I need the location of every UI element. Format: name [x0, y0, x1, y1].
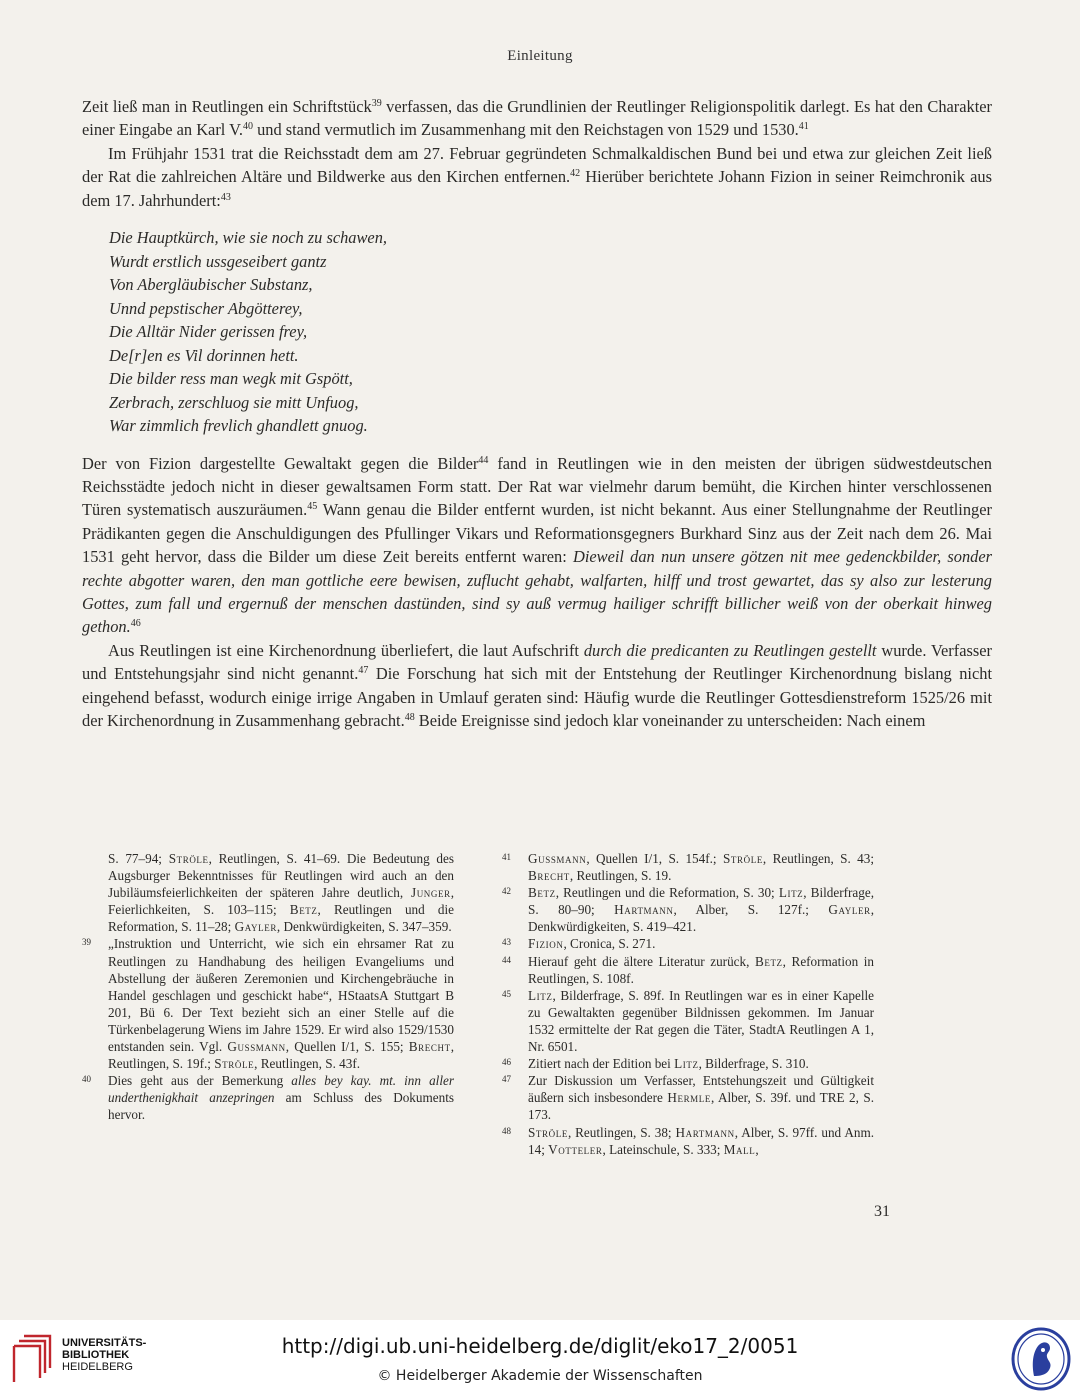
footnote-number: 46 — [502, 1057, 511, 1068]
text-run: , Denkwürdigkeiten, S. 347–359. — [276, 919, 452, 935]
text-run: Die Forschung hat sich mit der Entstehung der Reutlinger Kirchenordnung bislang nicht eingehend befasst, wodurch einige irrige Angaben in Umlauf geraten sind: Häufig wurde die Reutlinger Gottesdienstreform 1525/26 mit der Kirchenordnung in Zusammenhang gebracht. — [82, 664, 992, 730]
poem-line: Zerbrach, zerschluog sie mitt Unfuog, — [109, 392, 359, 412]
paragraph-1 — [82, 95, 992, 142]
text-run: Beide Ereignisse sind jedoch klar voneinander zu unterscheiden: Nach einem — [414, 711, 926, 730]
footnote-number: 45 — [502, 988, 511, 999]
permalink-url[interactable]: http://digi.ub.uni-heidelberg.de/diglit/eko17_2/0051 — [281, 1334, 799, 1358]
author-name: Brecht — [528, 868, 570, 884]
poem-line: Wurdt erstlich ussgeseibert gantz — [109, 251, 327, 271]
author-name: Litz — [674, 1056, 699, 1072]
poem-line: Die Alltär Nider gerissen frey, — [109, 322, 308, 342]
text-run: Dies geht aus der Bemerkung — [108, 1073, 292, 1089]
poem-line: Die bilder ress man wegk mit Gspött, — [109, 369, 353, 389]
footnote-ref: 41 — [798, 121, 809, 133]
author-name: Gayler — [234, 919, 277, 935]
footnote-ref: 46 — [130, 618, 141, 630]
copyright-notice: © Heidelberger Akademie der Wissenschaften — [377, 1368, 703, 1384]
footnote-ref: 42 — [570, 168, 581, 180]
text-run: Im Frühjahr 1531 trat die Reichsstadt dem am 27. Februar gegründeten Schmalkaldischen Bund bei und etwa zur gleichen Zeit ließ der Rat die zahlreichen Altäre und Bildwerke aus den Kirchen entfernen. — [82, 143, 992, 187]
author-name: Ströle — [722, 851, 763, 866]
poem-line: Von Abergläubischer Substanz, — [109, 275, 313, 295]
text-run: , Reutlingen und die Reformation, S. 11–28; — [108, 902, 454, 935]
text-run: , Alber, S. 127f.; — [673, 902, 829, 918]
footnote — [502, 884, 874, 935]
text-run: , Feierlichkeiten, S. 103–115; — [108, 885, 454, 918]
text-run: „Instruktion und Unterricht, wie sich ein ehrsamer Rat zu Reutlingen zu Handhabung des heiligen Evangeliums und Abstellung der äußeren Zeremonien und Kirchengebräuche in Handel geschlagen und geschickt habe“, HStaatsA Stuttgart B 201, Bü 6. Der Text bezieht sich an einer Stelle auf die Türkenbelagerung Wiens im Jahre 1529. Er wird also 1529/1530 entstanden sein. Vgl. — [108, 936, 454, 1055]
text-run: Der von Fizion dargestellte Gewaltakt gegen die Bilder — [82, 453, 479, 473]
footnote-ref: 43 — [220, 191, 231, 203]
footnote-number: 40 — [82, 1074, 91, 1085]
author-name: Gussmann — [528, 851, 587, 866]
poem-line: Die Hauptkürch, wie sie noch zu schawen, — [109, 228, 387, 248]
viewer-footer — [0, 1320, 1080, 1397]
paragraph-3 — [82, 452, 992, 639]
footnotes-left-column — [82, 850, 454, 1124]
poem-quote — [109, 226, 992, 438]
text-run: , — [755, 1141, 759, 1157]
text-run: S. 77–94; — [108, 851, 169, 866]
logo-line-3: HEIDELBERG — [62, 1361, 133, 1373]
text-run: fand in Reutlingen wie in den meisten der übrigen südwestdeutschen Reichsstädte jedoch nicht in dieser gewaltsamen Form statt. Der Rat war vielmehr darum bemüht, die Kirchen hinter verschlossenen Türen systematisch auszuräumen. — [82, 453, 992, 520]
poem-line: Unnd pepstischer Abgötterey, — [109, 298, 303, 318]
author-name: Hartmann — [675, 1124, 735, 1140]
text-run: , Reutlingen, S. 43f. — [254, 1056, 361, 1072]
text-run: , Reutlingen und die Reformation, S. 30; — [555, 885, 779, 901]
text-run: Zeit ließ man in Reutlingen ein Schriftstück — [82, 97, 372, 116]
footnotes-right-column — [502, 850, 874, 1158]
author-name: Betz — [754, 953, 783, 969]
text-run: , Cronica, S. 271. — [563, 936, 656, 952]
logo-line-2: BIBLIOTHEK — [62, 1349, 130, 1361]
footnote-ref: 44 — [478, 454, 489, 466]
author-name: Fizion — [528, 936, 564, 952]
footnote-number: 44 — [502, 954, 511, 965]
footnote — [502, 987, 874, 1055]
footnote-number: 48 — [502, 1125, 511, 1136]
footnote-ref: 48 — [404, 712, 415, 723]
author-name: Gussmann — [227, 1039, 286, 1055]
author-name: Ströle — [528, 1124, 568, 1140]
text-run: Hierauf geht die ältere Literatur zurück, — [528, 953, 755, 969]
text-run: und stand vermutlich im Zusammenhang mit den Reichstagen von 1529 und 1530. — [252, 120, 799, 140]
footnote — [502, 1124, 874, 1158]
footnote-number: 41 — [502, 852, 511, 862]
poem-line: De[r]en es Vil dorinnen hett. — [109, 345, 299, 365]
text-run: , Reformation in Reutlingen, S. 108f. — [528, 953, 874, 986]
footnote — [502, 1072, 874, 1123]
text-run: Aus Reutlingen ist eine Kirchenordnung überliefert, die laut Aufschrift — [108, 640, 584, 660]
text-run: , Quellen I/1, S. 155; — [285, 1039, 409, 1055]
text-run: , Reutlingen, S. 19. — [569, 868, 672, 884]
footnote — [502, 850, 874, 884]
text-run: verfassen, das die Grundlinien der Reutlinger Religionspolitik darlegt. Es hat den Charakter einer Eingabe an Karl V. — [82, 97, 993, 140]
author-name: Brecht — [408, 1039, 451, 1055]
author-name: Litz — [778, 885, 804, 901]
italic-quote: Dieweil dan nun unsere götzen nit mee gedenckbilder, sonder rechte abgotter waren, den man gottliche eere bewisen, zuflucht gehabt, walfarten, hilff und trost gewartet, das sy also zur lesterung Gottes, zum fall und ergernuß der menschen dastünden, sind sy auß vermug hailiger schrifft billicher weiß von der oberkait hinweg gethon. — [82, 547, 992, 637]
author-name: Hartmann — [614, 902, 674, 918]
footnote — [82, 1072, 454, 1123]
text-run: Zitiert nach der Edition bei — [528, 1056, 675, 1072]
text-run: , Alber, S. 97ff. und Anm. 14; — [528, 1124, 874, 1157]
text-run: , Denkwürdigkeiten, S. 419–421. — [528, 902, 874, 935]
text-run: , Bilderfrage, S. 80–90; — [528, 885, 874, 918]
author-name: Votteler — [548, 1141, 603, 1157]
author-name: Ströle — [168, 851, 209, 866]
author-name: Betz — [528, 885, 556, 901]
poem-line: War zimmlich frevlich ghandlett gnuog. — [109, 416, 368, 436]
footnote-ref: 45 — [307, 501, 318, 513]
running-header: Einleitung — [507, 48, 573, 64]
text-run: , Bilderfrage, S. 89f. In Reutlingen war es in einer Kapelle zu Gewaltakten gegenüber Bildnissen gekommen. Im Januar 1532 ermittelte der Rat gegen die Täter, StadtA Reutlingen A 1, Nr. 6501. — [528, 987, 874, 1055]
italic-quote: durch die predicanten zu Reutlingen gestellt — [583, 640, 877, 660]
footnote-number: 42 — [502, 886, 511, 897]
paragraph-2 — [82, 142, 992, 212]
text-run: , Quellen I/1, S. 154f.; — [586, 851, 723, 866]
footnote — [502, 935, 874, 952]
page-number: 31 — [874, 1203, 890, 1220]
academy-seal-icon[interactable] — [1010, 1326, 1072, 1392]
footnote-number: 43 — [502, 937, 511, 948]
author-name: Junger — [410, 885, 451, 901]
text-run: , Reutlingen, S. 19f.; — [108, 1039, 454, 1072]
main-text — [82, 95, 992, 732]
text-run: wurde. Verfasser und Entstehungsjahr sind nicht genannt. — [82, 640, 992, 684]
author-name: Ströle — [214, 1056, 255, 1072]
text-run: am Schluss des Dokuments hervor. — [108, 1090, 454, 1123]
text-run: , Reutlingen, S. 41–69. Die Bedeutung des Augsburger Bekenntnisses für Reutlingen wird auch an den Jubiläumsfeierlichkeiten der späteren Jahre deutlich, — [108, 851, 454, 901]
footnote-number: 47 — [502, 1074, 511, 1085]
footnote-ref: 47 — [358, 665, 369, 677]
text-run: , Reutlingen, S. 43; — [762, 851, 874, 866]
footnote — [82, 935, 454, 1072]
text-run: Wann genau die Bilder entfernt wurden, ist nicht bekannt. Aus einer Stellungnahme der Reutlinger Prädikanten gegen die Anschuldigungen des Pfullinger Vikars und Reformationsgegners Burkhard Sinz aus der Zeit nach dem 26. Mai 1531 geht hervor, dass die Bilder um diese Zeit bereits entfernt waren: — [82, 500, 992, 567]
author-name: Mall — [723, 1141, 756, 1157]
footnote — [82, 850, 454, 935]
italic-quote: alles bey kay. mt. inn aller underthenigkhait anzepringen — [108, 1073, 454, 1106]
text-run: , Alber, S. 39f. und TRE 2, S. 173. — [528, 1090, 874, 1123]
author-name: Gayler — [828, 902, 871, 918]
text-run: Hierüber berichtete Johann Fizion in seiner Reimchronik aus dem 17. Jahrhundert: — [82, 167, 992, 210]
text-run: , Bilderfrage, S. 310. — [698, 1056, 809, 1072]
footnote-number: 39 — [82, 937, 91, 948]
logo-line-1: UNIVERSITÄTS- — [62, 1337, 147, 1349]
text-run: , Reutlingen, S. 38; — [567, 1124, 676, 1140]
text-run: , Lateinschule, S. 333; — [602, 1141, 724, 1157]
footnote — [502, 1055, 874, 1072]
author-name: Litz — [528, 987, 553, 1003]
paragraph-4 — [82, 639, 992, 733]
author-name: Hermle — [667, 1090, 711, 1106]
text-run: Zur Diskussion um Verfasser, Entstehungszeit und Gültigkeit äußern sich insbesondere — [528, 1073, 874, 1106]
footnote-ref: 39 — [371, 98, 382, 109]
footnote-ref: 40 — [242, 121, 253, 133]
footnote — [502, 953, 874, 987]
author-name: Betz — [289, 902, 318, 918]
